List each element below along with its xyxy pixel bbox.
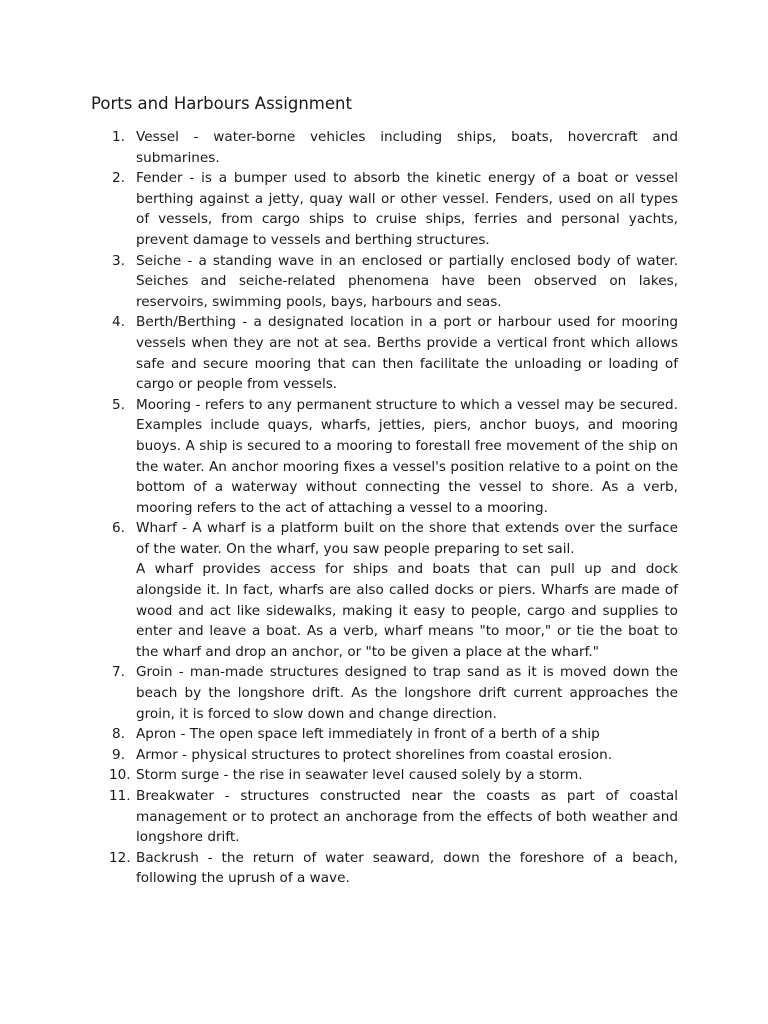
item-paragraph: Breakwater - structures constructed near the coasts as part of coastal management or to protect an anchorage from the effects of both weather and longshore drift. bbox=[136, 788, 678, 846]
item-paragraph: Berth/Berthing - a designated location in a port or harbour used for mooring vessels when they are not at sea. Berths provide a vertical front which allows safe and secure mooring that can then facilitate the unloading or loading of cargo or people from vessels. bbox=[136, 314, 678, 393]
item-paragraph: Seiche - a standing wave in an enclosed or partially enclosed body of water. Seiches and seiche-related phenomena have been observed on lakes, reservoirs, swimming pools, bays, harbours and seas. bbox=[136, 252, 678, 310]
item-paragraph: Mooring - refers to any permanent structure to which a vessel may be secured. Examples include quays, wharfs, jetties, piers, anchor buoys, and mooring buoys. A ship is secured to a mooring to forestall free movement of the ship on the water. An anchor mooring fixes a vessel's position relative to a point on the bottom of a waterway without connecting the vessel to shore. As a verb, mooring refers to the act of attaching a vessel to a mooring. bbox=[136, 396, 678, 516]
list-item bbox=[0, 127, 678, 168]
item-number: 10. bbox=[109, 767, 131, 784]
item-paragraph: A wharf provides access for ships and boats that can pull up and dock alongside it. In fact, wharfs are also called docks or piers. Wharfs are made of wood and act like sidewalks, making it easy to people, cargo and supplies to enter and leave a boat. As a verb, wharf means "to moor," or tie the boat to the wharf and drop an anchor, or "to be given a place at the wharf." bbox=[136, 561, 678, 660]
item-text bbox=[136, 168, 678, 250]
list-item bbox=[0, 168, 678, 250]
item-text bbox=[136, 745, 678, 766]
document-title: Ports and Harbours Assignment bbox=[91, 94, 352, 113]
list-item bbox=[0, 518, 678, 662]
item-paragraph: Vessel - water-borne vehicles including ships, boats, hovercraft and submarines. bbox=[136, 129, 678, 166]
item-text bbox=[136, 765, 678, 786]
item-paragraph: Backrush - the return of water seaward, down the foreshore of a beach, following the uprush of a wave. bbox=[136, 849, 678, 887]
item-text bbox=[136, 848, 678, 889]
item-paragraph: Armor - physical structures to protect shorelines from coastal erosion. bbox=[136, 746, 613, 763]
item-paragraph: Apron - The open space left immediately in front of a berth of a ship bbox=[136, 726, 600, 743]
item-number: 5. bbox=[112, 396, 125, 413]
item-number: 7. bbox=[112, 664, 125, 681]
list-item bbox=[0, 662, 678, 724]
item-number: 2. bbox=[112, 170, 125, 187]
item-number: 8. bbox=[112, 726, 125, 743]
list-item bbox=[0, 724, 678, 745]
item-number: 3. bbox=[112, 252, 125, 269]
item-number: 9. bbox=[112, 746, 125, 763]
list-item bbox=[0, 765, 678, 786]
item-text bbox=[136, 127, 678, 168]
item-number: 4. bbox=[112, 314, 125, 331]
term-list bbox=[0, 127, 768, 889]
item-text bbox=[136, 662, 678, 724]
list-item bbox=[0, 786, 678, 848]
list-item bbox=[0, 848, 678, 889]
item-text bbox=[136, 251, 678, 313]
item-number: 11. bbox=[109, 788, 131, 804]
item-text bbox=[136, 518, 678, 662]
list-item bbox=[0, 251, 678, 313]
item-number: 1. bbox=[112, 129, 125, 145]
item-text bbox=[136, 786, 678, 848]
item-text bbox=[136, 724, 678, 745]
list-item bbox=[0, 395, 678, 519]
list-item bbox=[0, 745, 678, 766]
item-text bbox=[136, 395, 678, 519]
item-paragraph: Groin - man-made structures designed to trap sand as it is moved down the beach by the longshore drift. As the longshore drift current approaches the groin, it is forced to slow down and change direction. bbox=[136, 664, 678, 722]
item-number: 6. bbox=[112, 520, 125, 537]
item-text bbox=[136, 312, 678, 394]
list-item bbox=[0, 312, 678, 394]
item-paragraph: Fender - is a bumper used to absorb the kinetic energy of a boat or vessel berthing against a jetty, quay wall or other vessel. Fenders, used on all types of vessels, from cargo ships to cruise ships, ferries and personal yachts, prevent damage to vessels and berthing structures. bbox=[136, 170, 678, 248]
item-number: 12. bbox=[109, 849, 131, 866]
item-paragraph: Storm surge - the rise in seawater level caused solely by a storm. bbox=[136, 767, 583, 784]
item-paragraph: Wharf - A wharf is a platform built on the shore that extends over the surface of the water. On the wharf, you saw people preparing to set sail. bbox=[136, 520, 678, 557]
